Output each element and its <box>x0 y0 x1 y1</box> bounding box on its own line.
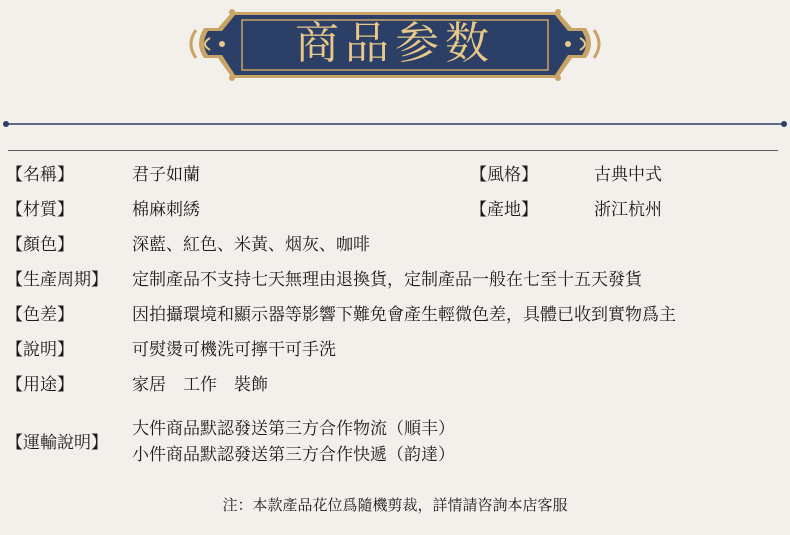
row-label: 【用途】 <box>6 375 74 395</box>
row-value-2: 浙江杭州 <box>594 200 662 220</box>
row-label: 【說明】 <box>6 340 74 360</box>
row-value: 大件商品默認發送第三方合作物流（順丰） <box>132 419 455 439</box>
row-label: 【生產周期】 <box>6 270 108 290</box>
banner-title: 商品参数 <box>295 18 495 69</box>
footer-note: 注：本款產品花位爲隨機剪裁，詳情請咨詢本店客服 <box>222 496 568 514</box>
row-value-2: 古典中式 <box>594 165 662 185</box>
ornamental-divider <box>0 110 790 138</box>
table-top-rule <box>8 150 778 151</box>
row-label: 【顏色】 <box>6 235 74 255</box>
row-value: 棉麻刺綉 <box>132 200 200 220</box>
row-value: 家居 工作 裝飾 <box>132 375 268 395</box>
table-row <box>0 414 790 466</box>
row-value: 深藍、紅色、米黃、烟灰、咖啡 <box>132 235 370 255</box>
row-label-2: 【產地】 <box>470 200 538 220</box>
row-value: 定制產品不支持七天無理由退換貨，定制產品一般在七至十五天發貨 <box>132 270 642 290</box>
row-value: 因拍攝環境和顯示器等影響下難免會產生輕微色差，具體已收到實物爲主 <box>132 305 676 325</box>
row-label: 【名稱】 <box>6 165 74 185</box>
row-label: 【運輸說明】 <box>6 433 108 453</box>
row-value: 君子如蘭 <box>132 165 200 185</box>
row-value-line-2: 小件商品默認發送第三方合作快遞（韵達） <box>132 445 455 465</box>
row-label-2: 【風格】 <box>470 165 538 185</box>
banner <box>0 0 790 100</box>
row-label: 【材質】 <box>6 200 74 220</box>
row-label: 【色差】 <box>6 305 74 325</box>
row-value: 可熨燙可機洗可擰干可手洗 <box>132 340 336 360</box>
